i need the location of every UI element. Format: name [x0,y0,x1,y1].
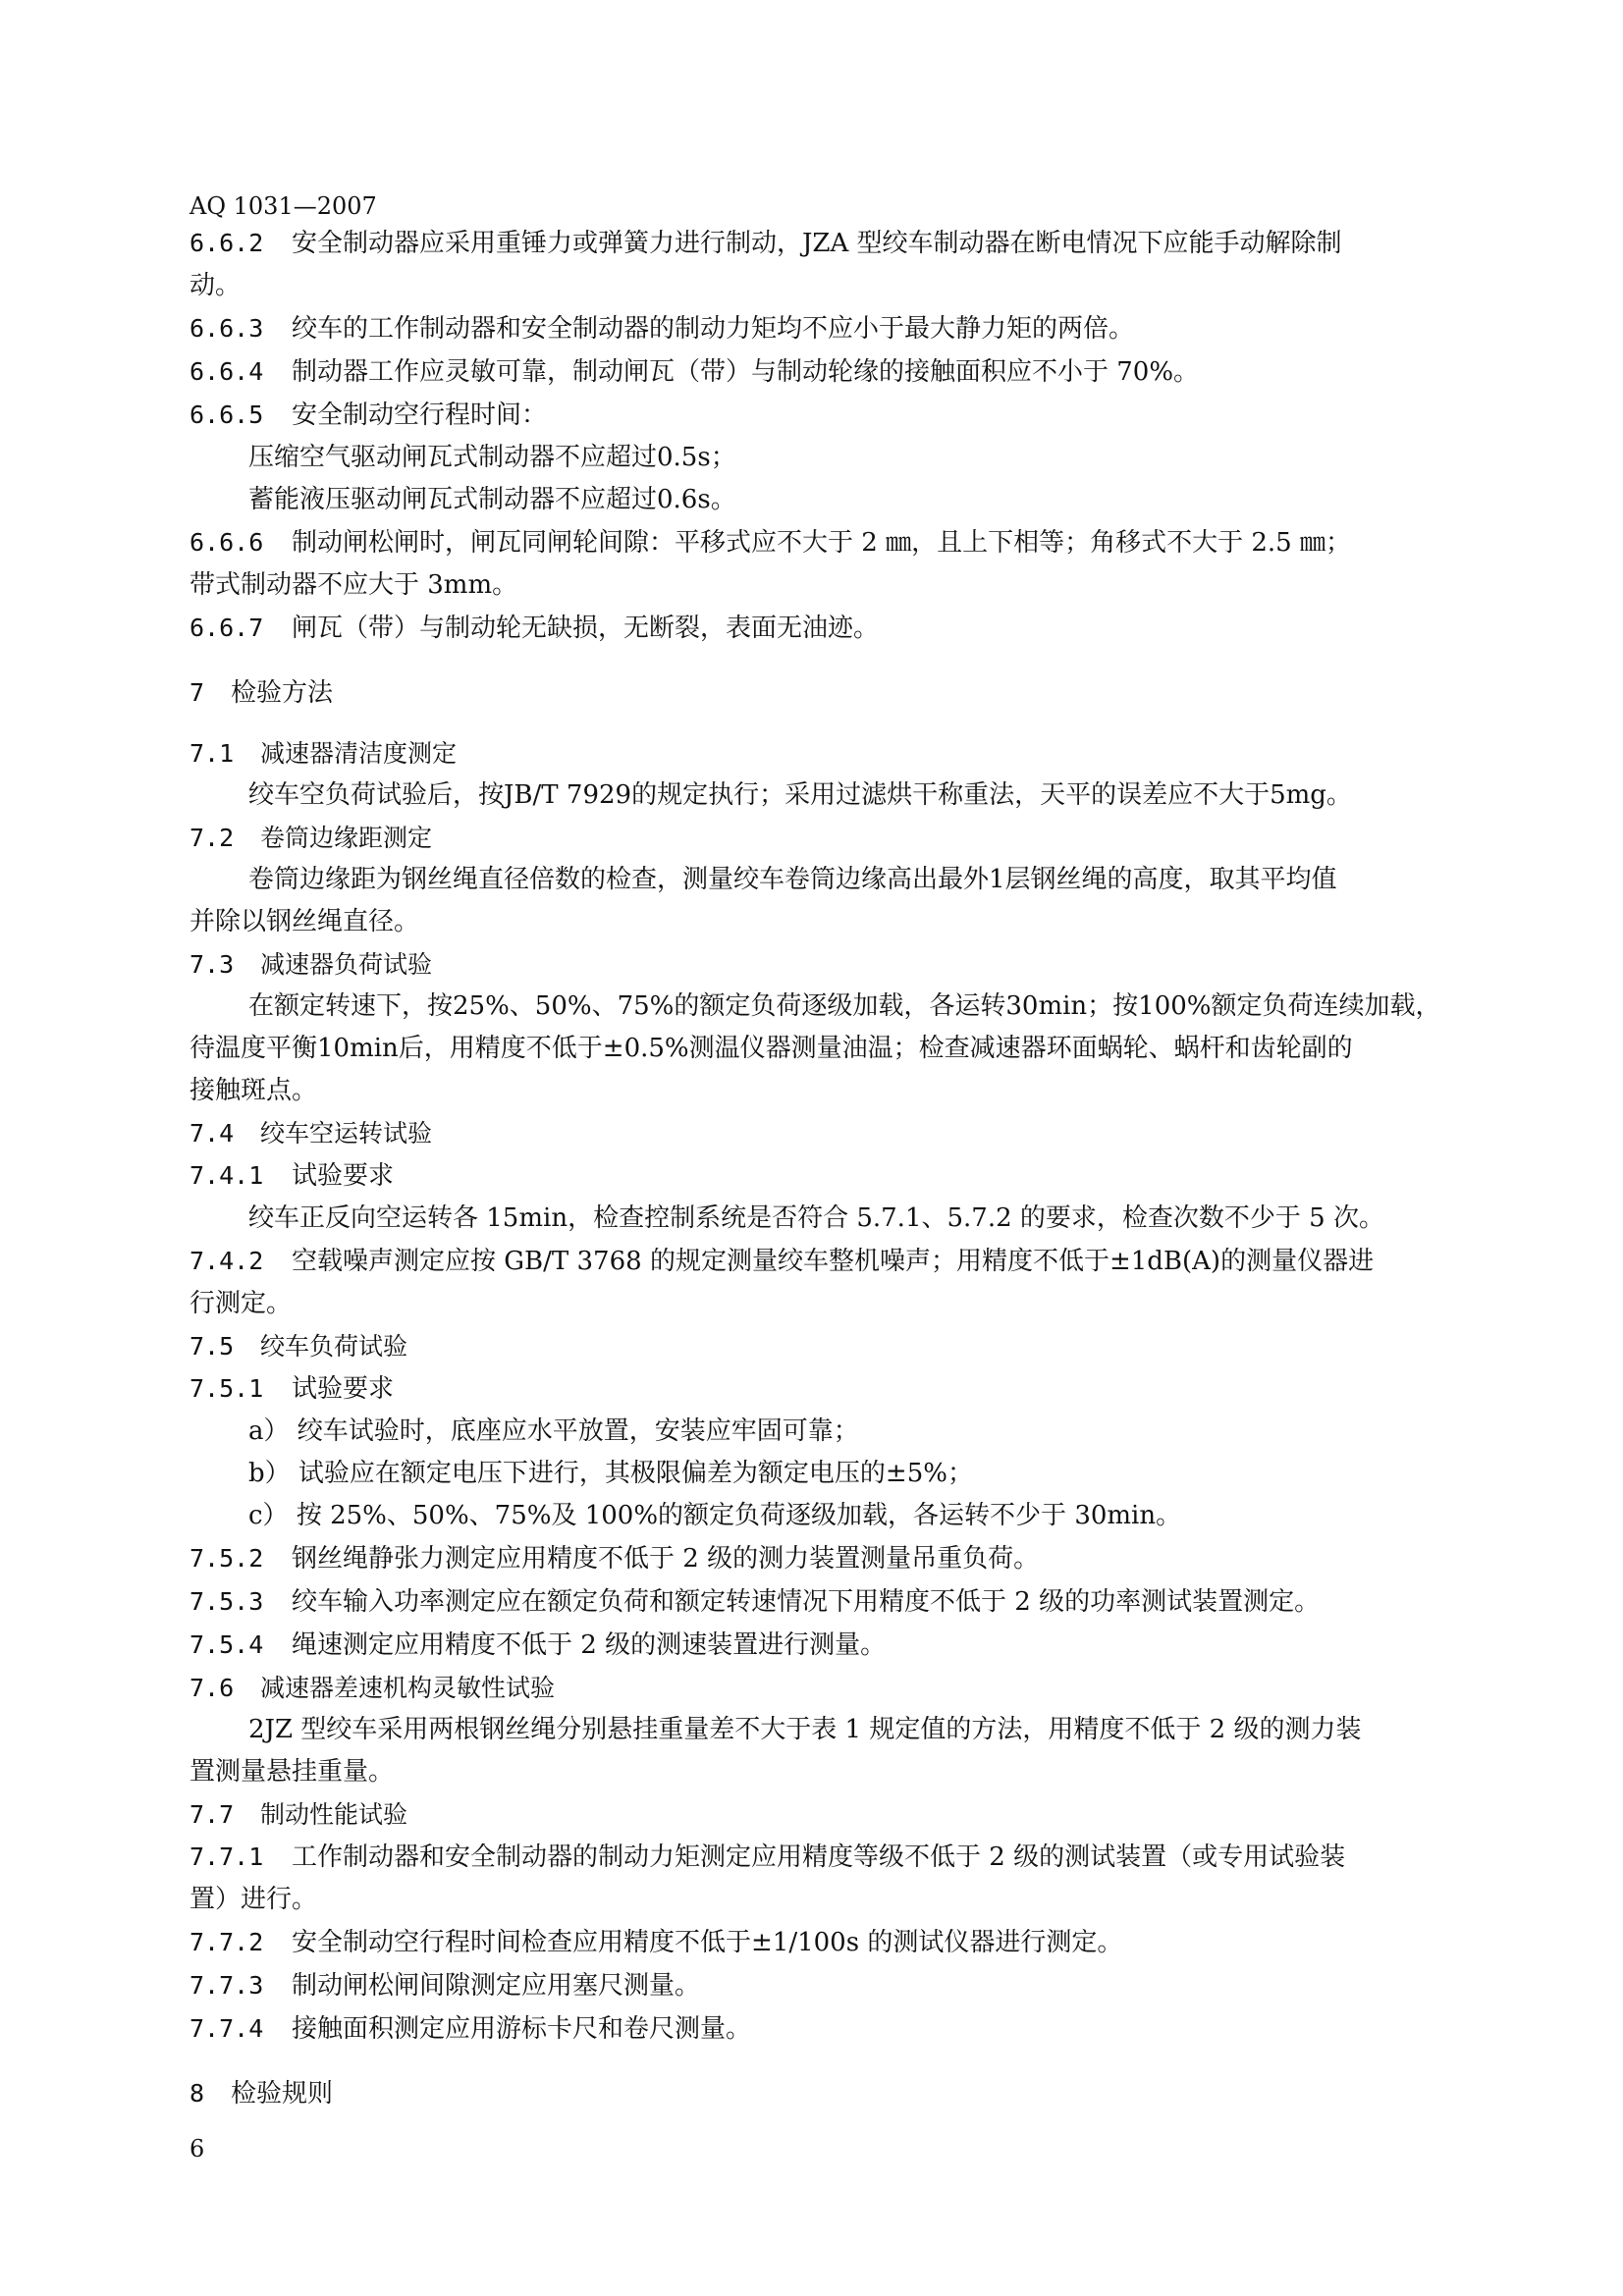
clause-number: 6.6.6 [189,528,264,557]
page-number: 6 [189,2135,205,2163]
clause-sub-line: 蓄能液压驱动闸瓦式制动器不应超过0.6s。 [248,485,736,514]
clause-7-7-2 [189,1921,1451,1964]
paragraph: 2JZ 型绞车采用两根钢丝绳分别悬挂重量差不大于表 1 规定值的方法，用精度不低于 2 级的测力装 [248,1715,1362,1744]
section-title: 检验方法 [231,678,334,708]
clause-text: 安全制动空行程时间： [292,400,548,430]
clause-7-7-4 [189,2007,1451,2051]
clause-continuation: 动。 [189,271,242,300]
clause-text: 工作制动器和安全制动器的制动力矩测定应用精度等级不低于 2 级的测试装置（或专用试验装 [292,1842,1346,1872]
clause-text: 制动器工作应灵敏可靠，制动闸瓦（带）与制动轮缘的接触面积应不小于 70%。 [292,357,1200,387]
clause-number: 7.6 [189,1674,235,1702]
paragraph-continuation: 接触斑点。 [189,1076,318,1105]
clause-6-6-7 [189,607,1451,650]
clause-text: 闸瓦（带）与制动轮无缺损，无断裂，表面无油迹。 [292,614,880,643]
clause-7-7-3 [189,1964,1451,2007]
paragraph: 绞车空负荷试验后，按JB/T 7929的规定执行；采用过滤烘干称重法，天平的误差应不大于5mg。 [248,780,1352,810]
clause-text: 空载噪声测定应按 GB/T 3768 的规定测量绞车整机噪声；用精度不低于±1dB(A)的测量仪器进 [292,1247,1375,1276]
section-7-heading [189,671,1451,715]
clause-6-6-3 [189,307,1451,350]
clause-7-7-heading [189,1793,1451,1836]
clause-6-6-5 [189,394,1451,437]
clause-7-5-1 [189,1367,1451,1411]
clause-text: 钢丝绳静张力测定应用精度不低于 2 级的测力装置测量吊重负荷。 [292,1544,1040,1574]
clause-7-6-heading [189,1667,1451,1709]
clause-text: 接触面积测定应用游标卡尺和卷尺测量。 [292,2014,752,2044]
clause-7-1-heading [189,732,1451,774]
clause-7-2-heading [189,817,1451,859]
clause-number: 7.7.2 [189,1928,264,1956]
clause-text: 绳速测定应用精度不低于 2 级的测速装置进行测量。 [292,1630,887,1660]
clause-6-6-4 [189,350,1451,394]
clause-title: 绞车负荷试验 [260,1332,408,1361]
paragraph: 在额定转速下，按25%、50%、75%的额定负荷逐级加载，各运转30min；按100%额定负荷连续加载， [248,991,1441,1021]
clause-number: 7.5 [189,1332,235,1361]
clause-number: 7.7.3 [189,1971,264,2000]
clause-7-4-heading [189,1112,1451,1154]
clause-7-3-heading [189,943,1451,986]
clause-7-7-1 [189,1836,1451,1879]
clause-title: 卷筒边缘距测定 [260,824,433,852]
clause-number: 6.6.4 [189,357,264,386]
clause-text: 试验要求 [292,1374,395,1404]
paragraph-continuation: 置测量悬挂重量。 [189,1757,395,1787]
clause-7-4-2 [189,1240,1451,1283]
clause-text: 绞车输入功率测定应在额定负荷和额定转速情况下用精度不低于 2 级的功率测试装置测定。 [292,1587,1321,1617]
clause-7-5-2 [189,1537,1451,1580]
clause-number: 7.5.4 [189,1630,264,1659]
clause-number: 7.7.1 [189,1842,264,1871]
clause-number: 7.4 [189,1119,235,1148]
clause-7-5-heading [189,1325,1451,1367]
clause-number: 7.3 [189,950,235,979]
clause-number: 7.7 [189,1800,235,1829]
clause-text: 安全制动器应采用重锤力或弹簧力进行制动，JZA 型绞车制动器在断电情况下应能手动解除制 [292,229,1342,258]
clause-title: 制动性能试验 [260,1800,408,1829]
clause-7-5-3 [189,1580,1451,1624]
clause-title: 绞车空运转试验 [260,1119,433,1148]
section-8-heading [189,2072,1451,2115]
clause-number: 6.6.7 [189,614,264,642]
clause-number: 7.1 [189,739,235,768]
paragraph-continuation: 并除以钢丝绳直径。 [189,907,420,936]
clause-7-4-1 [189,1154,1451,1198]
section-number: 8 [189,2079,205,2108]
clause-number: 6.6.2 [189,229,264,257]
paragraph-continuation: 行测定。 [189,1289,293,1318]
standard-code: AQ 1031—2007 [189,192,377,220]
clause-text: 制动闸松闸时，闸瓦同闸轮间隙：平移式应不大于 2 ㎜，且上下相等；角移式不大于 2.5 ㎜； [292,528,1351,558]
clause-number: 7.5.2 [189,1544,264,1573]
clause-text: 制动闸松闸间隙测定应用塞尺测量。 [292,1971,701,2001]
paragraph-continuation: 待温度平衡10min后，用精度不低于±0.5%测温仪器测量油温；检查减速器环面蜗轮、蜗杆和齿轮副的 [189,1034,1353,1063]
clause-text: 绞车的工作制动器和安全制动器的制动力矩均不应小于最大静力矩的两倍。 [292,314,1135,344]
clause-number: 7.4.1 [189,1161,264,1190]
section-number: 7 [189,678,205,707]
clause-number: 7.5.1 [189,1374,264,1403]
clause-sub-line: 压缩空气驱动闸瓦式制动器不应超过0.5s； [248,443,736,472]
paragraph: 卷筒边缘距为钢丝绳直径倍数的检查，测量绞车卷筒边缘高出最外1层钢丝绳的高度，取其平均值 [248,865,1337,894]
clause-text: 安全制动空行程时间检查应用精度不低于±1/100s 的测试仪器进行测定。 [292,1928,1123,1957]
clause-number: 7.7.4 [189,2014,264,2043]
clause-text: 试验要求 [292,1161,395,1191]
section-title: 检验规则 [231,2079,334,2109]
clause-6-6-6 [189,521,1451,564]
clause-number: 6.6.3 [189,314,264,343]
clause-number: 7.4.2 [189,1247,264,1275]
paragraph: 绞车正反向空运转各 15min，检查控制系统是否符合 5.7.1、5.7.2 的要求，检查次数不少于 5 次。 [248,1203,1384,1233]
clause-number: 6.6.5 [189,400,264,429]
page-content [189,222,1451,2133]
clause-number: 7.5.3 [189,1587,264,1616]
clause-continuation: 带式制动器不应大于 3mm。 [189,570,518,600]
list-item-b: b） 试验应在额定电压下进行，其极限偏差为额定电压的±5%； [248,1459,973,1488]
clause-title: 减速器差速机构灵敏性试验 [260,1674,556,1702]
clause-6-6-2 [189,222,1451,265]
clause-number: 7.2 [189,824,235,852]
list-item-c: c） 按 25%、50%、75%及 100%的额定负荷逐级加载，各运转不少于 30min。 [248,1501,1182,1530]
clause-7-5-4 [189,1624,1451,1667]
list-item-a: a） 绞车试验时，底座应水平放置，安装应牢固可靠； [248,1416,859,1446]
clause-title: 减速器负荷试验 [260,950,433,979]
paragraph-continuation: 置）进行。 [189,1885,318,1914]
clause-title: 减速器清洁度测定 [260,739,458,768]
